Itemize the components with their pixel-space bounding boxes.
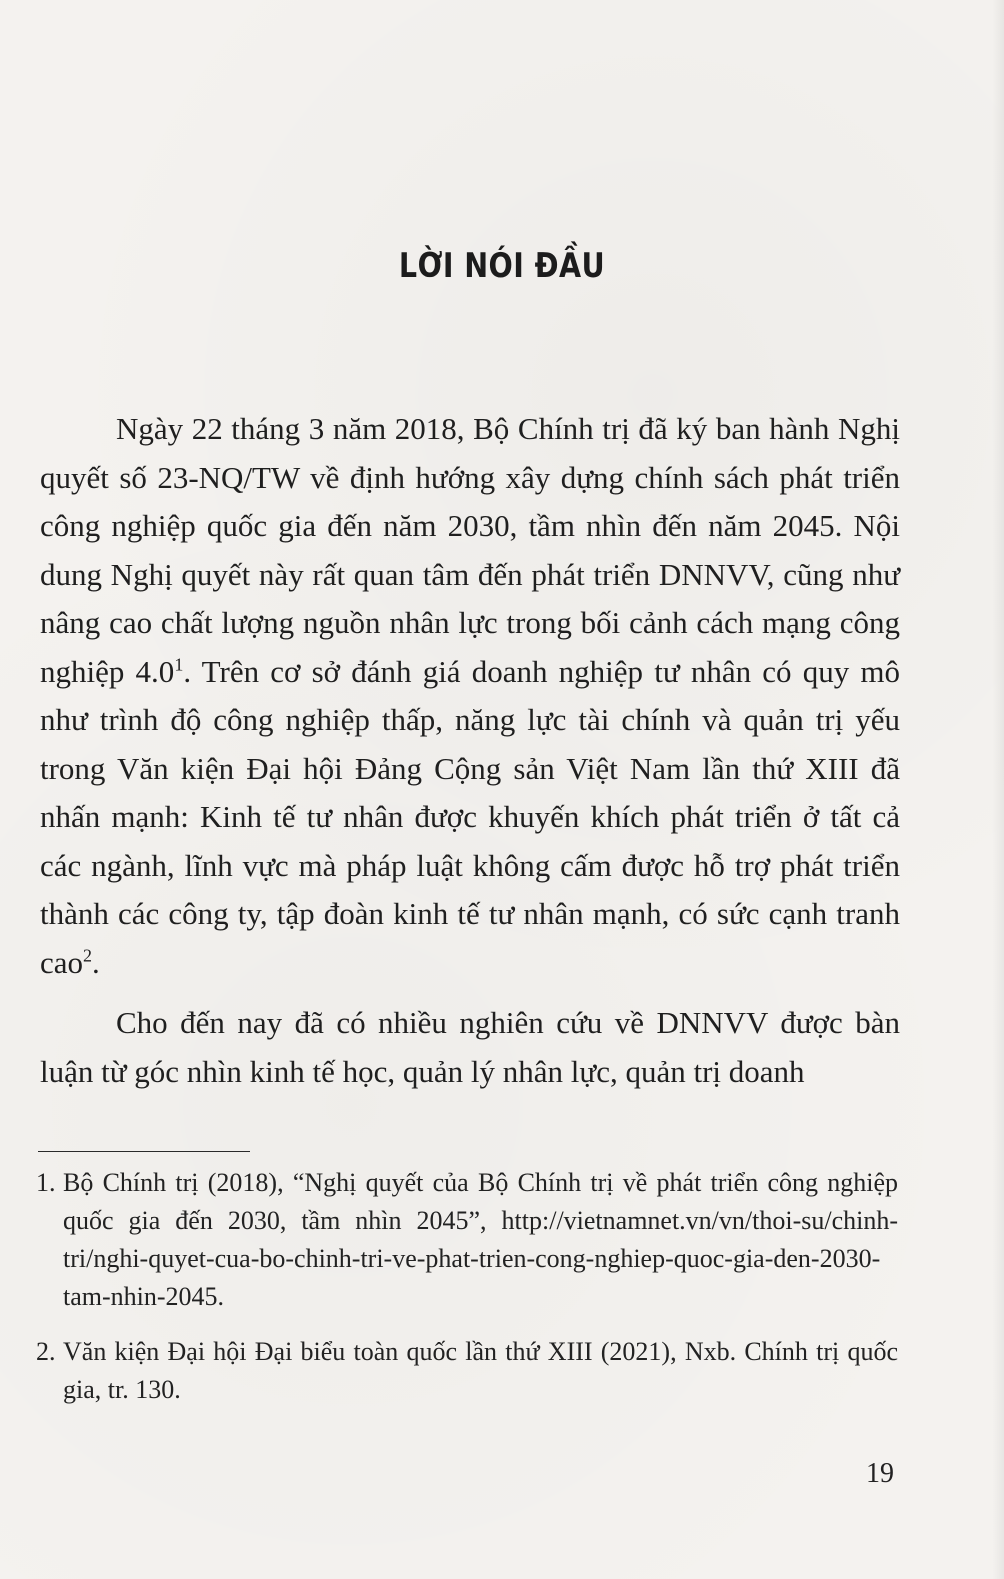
paragraph-1 xyxy=(40,405,900,987)
footnote-ref-1: 1 xyxy=(174,654,184,675)
footnote-1-number: 1. xyxy=(36,1168,56,1197)
footnote-divider xyxy=(38,1151,250,1152)
footnote-ref-2: 2 xyxy=(83,945,93,966)
paragraph-1-end-punctuation: . xyxy=(92,944,100,980)
body-text xyxy=(40,405,900,1108)
paragraph-1-text-continued: . Trên cơ sở đánh giá doanh nghiệp tư nhân có quy mô như trình độ công nghiệp thấp, năng lực tài chính và quản trị yếu trong Văn kiện Đại hội Đảng Cộng sản Việt Nam lần thứ XIII đã nhấn mạnh: Kinh tế tư nhân được khuyến khích phát triển ở tất cả các ngành, lĩnh vực mà pháp luật không cấm được hỗ trợ phát triển thành các công ty, tập đoàn kinh tế tư nhân mạnh, có sức cạnh tranh cao xyxy=(40,653,900,980)
footnotes xyxy=(36,1164,898,1426)
footnote-2 xyxy=(36,1333,898,1409)
page-edge-shadow xyxy=(992,0,1004,1579)
paragraph-2 xyxy=(40,999,900,1096)
page-title: LỜI NÓI ĐẦU xyxy=(398,246,606,286)
footnote-2-number: 2. xyxy=(36,1337,56,1366)
paragraph-2-text: Cho đến nay đã có nhiều nghiên cứu về DNNVV được bàn luận từ góc nhìn kinh tế học, quản lý nhân lực, quản trị doanh xyxy=(40,1005,900,1089)
paragraph-1-text: Ngày 22 tháng 3 năm 2018, Bộ Chính trị đã ký ban hành Nghị quyết số 23-NQ/TW về định hướng xây dựng chính sách phát triển công nghiệp quốc gia đến năm 2030, tầm nhìn đến năm 2045. Nội dung Nghị quyết này rất quan tâm đến phát triển DNNVV, cũng như nâng cao chất lượng nguồn nhân lực trong bối cảnh cách mạng công nghiệp 4.0 xyxy=(40,411,900,689)
page-number: 19 xyxy=(866,1458,894,1489)
footnote-2-text: Văn kiện Đại hội Đại biểu toàn quốc lần thứ XIII (2021), Nxb. Chính trị quốc gia, tr. 130. xyxy=(63,1337,898,1404)
footnote-1-text: Bộ Chính trị (2018), “Nghị quyết của Bộ Chính trị về phát triển công nghiệp quốc gia đến 2030, tầm nhìn 2045”, http://vietnamnet.vn/vn/thoi-su/chinh-tri/nghi-quyet-cua-bo-chinh-tri-ve-phat-trien-cong-nghiep-quoc-gia-den-2030-tam-nhin-2045. xyxy=(63,1168,898,1311)
footnote-1 xyxy=(36,1164,898,1316)
